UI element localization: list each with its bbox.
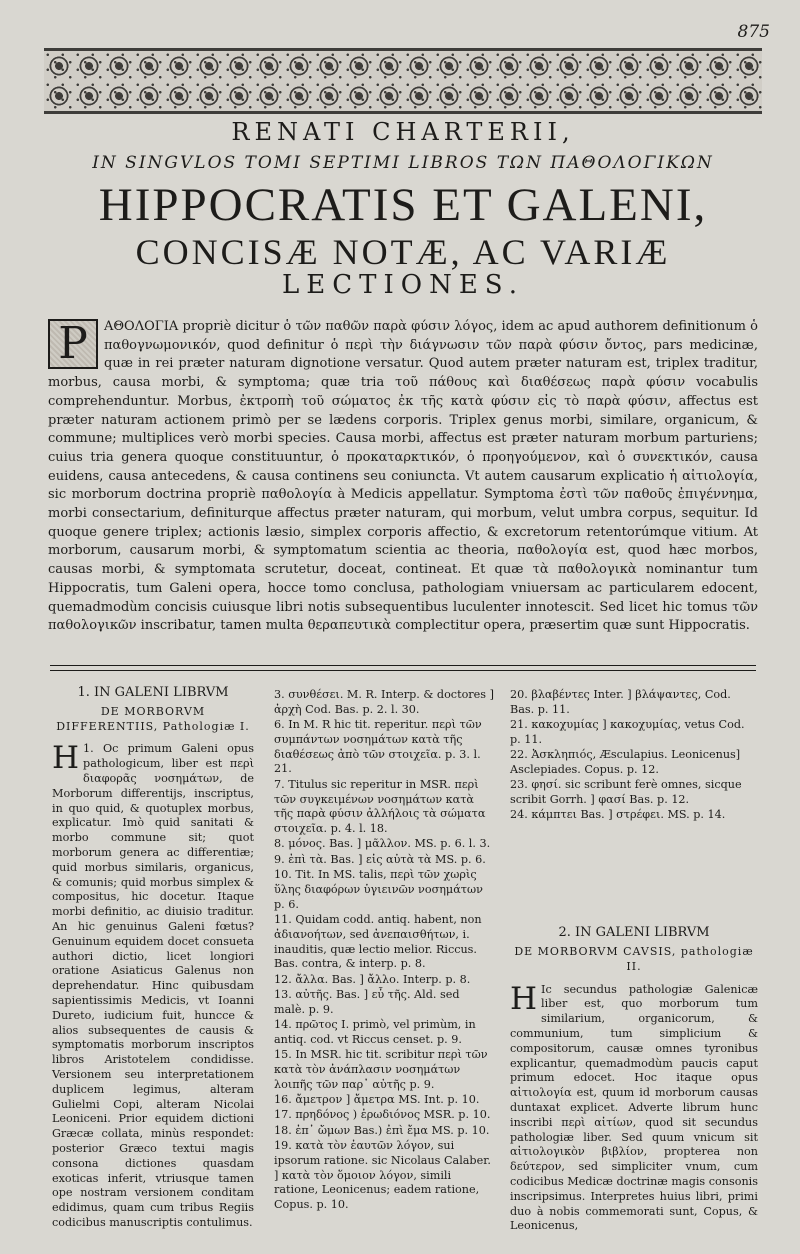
right-body-text: Ic secundus pathologiæ Galenicæ liber est, quo morborum tum similarium, organicorum, & communium, tum simplicium & compositorum, causæ omnes tyronibus explicantur, quemadmodùm paucis caput primum edocet. Hoc itaque opus αἰτιολογία est, quum id morborum causas duntaxat explicet. Adverte librum hunc inscribi περὶ αἰτίων, quod sit secundus pathologiæ liber. Sed quum vnicum sit αἰτιολογικὸν βιβλίον, propterea non δεύτερον, sed simpliciter vnum, cum codicibus Medicæ doctrinæ magis consonis inscripsimus. Interpretes huius libri, primi duo à nobis commemorati sunt, Copus, & Leonicenus, xyxy=(510,982,758,1233)
right-big-letter: H xyxy=(510,980,538,1017)
drop-cap: P xyxy=(48,319,98,369)
author-title: RENATI CHARTERII, xyxy=(231,118,575,146)
note-item: 22. Ἀσκληπιός, Æsculapius. Leonicenus] Asclepiades. Copus. p. 12. xyxy=(510,748,741,776)
note-item: 21. κακοχυμίας ] κακοχυμίας, vetus Cod. p. 11. xyxy=(510,718,745,746)
main-title: HIPPOCRATIS ET GALENI, xyxy=(98,179,708,231)
note-item: 20. βλαβέντες Inter. ] βλάψαντες, Cod. Bas. p. 11. xyxy=(510,688,731,716)
title-line-notes: CONCISÆ NOTÆ, AC VARIÆ xyxy=(135,232,671,272)
introduction xyxy=(48,318,758,636)
note-item: 16. ἄμετρον ] ἄμετρα MS. Int. p. 10. xyxy=(274,1093,480,1107)
work-subtitle: IN SINGVLOS TOMI SEPTIMI LIBROS ΤΩΝ ΠΑΘΟΛΟΓΙΚΩΝ xyxy=(92,153,714,173)
note-item: 19. κατὰ τὸν ἐαυτῶν λόγον, sui ipsorum ratione. sic Nicolaus Calaber. ] κατὰ τὸν ὅμοιον λόγον, simili ratione, Leonicenus; eadem ratione, Copus. p. 10. xyxy=(274,1138,491,1212)
middle-column xyxy=(274,688,494,1213)
left-body xyxy=(52,742,254,1230)
headpiece-ornament xyxy=(44,48,762,114)
right-column xyxy=(510,688,758,1234)
left-big-letter: H xyxy=(52,740,80,777)
left-heading: 1. IN GALENI LIBRVM xyxy=(77,685,229,700)
right-body xyxy=(510,980,758,1235)
title-line-lectiones: LECTIONES. xyxy=(282,270,524,300)
left-column xyxy=(52,686,254,1231)
right-heading: 2. IN GALENI LIBRVM xyxy=(558,925,710,941)
note-item: 13. αὐτῆς. Bas. ] εὖ τῆς. Ald. sed malè. p. 9. xyxy=(274,987,460,1016)
right-subheading: DE MORBORVM CAVSIS, pathologiæ II. xyxy=(514,944,754,973)
note-item: 23. φησί. sic scribunt ferè omnes, sicque scribit Gorrh. ] φασί Bas. p. 12. xyxy=(510,778,742,807)
introduction-text: ΑΘΟΛΟΓΙΑ propriè dicitur ὁ τῶν παθῶν παρὰ φύσιν λόγος, idem ac apud authorem definitionum ὁ παθογνωμονικόν, quod definitur ὁ περὶ τὴν διάγνωσιν τῶν παρὰ φύσιν ὄντος, pars medicinæ, quæ in rei præter naturam dignotione versatur. Quod autem præter naturam est, triplex traditur, morbus, causa morbi, & symptoma; quæ tria τοῦ πάθους καὶ διαθέσεως παρὰ φύσιν vocabulis comprehenduntur. Morbus, ἐκτροπὴ τοῦ σώματος ἐκ τῆς κατὰ φύσιν εἰς τὸ παρὰ φύσιν, affectus est præter naturam actionem primò per se lædens corporis. Triplex genus morbi, similare, organicum, & commune; multiplices verò morbi species. Causa morbi, affectus est præter naturam morbum parturiens; cuius tria genera quoque constituuntur, ὁ προκαταρκτικόν, ὁ προηγούμενον, καὶ ὁ συνεκτικόν, causa euidens, causa antecedens, & causa continens seu coniuncta. Vt autem causarum explicatio ἡ αἰτιολογία, sic morborum doctrina propriè παθολογία à Medicis appellatur. Symptoma ἐστὶ τῶν παθοῦς ἐπιγέννημα, morbi consectarium, definiturque affectus præter naturam, qui morbum, velut umbra corpus, sequitur. Id quoque genere triplex; actionis læsio, simplex corporis affectio, & excretorum retentorúmque vitium. At morborum, causarum morbi, & symptomatum scientia ac theoria, παθολογία est, quod hæc morbos, causas morbi, & symptomata scrutetur, doceat, contineat. Et quæ τὰ παθολογικὰ nominantur tum Hippocratis, tum Galeni opera, hocce tomo conclusa, pathologiam vniuersam ac particularem edocent, quemadmodùm concisis cuiusque libri notis subsequentibus luculenter innotescit. Sed licet hic tomus τῶν παθολογικῶν inscribatur, tamen multa θεραπευτικὰ complectitur opera, præsertim quæ sunt Hippocratis. xyxy=(48,319,758,634)
note-item: 8. μόνος. Bas. ] μᾶλλον. MS. p. 6. l. 3. xyxy=(274,837,491,851)
section-rule-bottom xyxy=(50,670,756,671)
section-rule-top xyxy=(50,665,756,666)
note-item: 15. In MSR. hic tit. scribitur περὶ τῶν κατὰ τὸν ἀνάπλασιν νοσημάτων λοιπῆς τῶν παρ᾽ αὐτῆς p. 9. xyxy=(274,1048,488,1091)
left-item-number: 1. xyxy=(83,742,94,756)
note-item: 9. ἐπὶ τὰ. Bas. ] εἰς αὐτὰ τὰ MS. p. 6. xyxy=(274,852,486,866)
note-item: 14. πρῶτος I. primò, vel primùm, in antiq. cod. vt Riccus censet. p. 9. xyxy=(274,1018,476,1046)
page-number: 875 xyxy=(737,22,770,42)
note-item: 10. Tit. In MS. talis, περὶ τῶν χωρὶς ὕλης διαφόρων ὑγιεινῶν νοσημάτων p. 6. xyxy=(274,868,483,911)
note-item: 17. πρηδόνος ) ἐρωδιόνος MSR. p. 10. xyxy=(274,1108,491,1122)
note-item: 6. In M. R hic tit. reperitur. περὶ τῶν συμπάντων νοσημάτων κατὰ τῆς διαθέσεως ἀπὸ τῶν στοιχεῖα. p. 3. l. 21. xyxy=(274,718,482,776)
note-item: 11. Quidam codd. antiq. habent, non ἀδιανοήτων, sed ἀνεπαισθήτων, i. inauditis, quæ lectio melior. Riccus. Bas. contra, & interp. p. 8. xyxy=(274,912,482,971)
note-item: 12. ἄλλα. Bas. ] ἄλλο. Interp. p. 8. xyxy=(274,972,471,986)
note-item: 18. ἐπ᾽ ὤμων Bas.) ἐπὶ ἔμα MS. p. 10. xyxy=(274,1123,490,1137)
left-subheading: DE MORBORVM DIFFERENTIIS, Pathologiæ I. xyxy=(56,704,250,733)
note-item: 24. κάμπτει Bas. ] στρέφει. MS. p. 14. xyxy=(510,808,726,822)
note-item: 7. Titulus sic reperitur in MSR. περὶ τῶν συγκειμένων νοσημάτων κατὰ τῆς παρὰ φύσιν ἀλλήλοις τὰ σώματα στοιχεῖα. p. 4. l. 18. xyxy=(274,777,486,836)
note-item: 3. συνθέσει. M. R. Interp. & doctores ] ἀρχὴ Cod. Bas. p. 2. l. 30. xyxy=(274,688,494,716)
left-body-text: Oc primum Galeni opus pathologicum, liber est περὶ διαφορᾶς νοσημάτων, de Morborum differentijs, inscriptus, in quo quid, & quotuplex morbus, explicatur. Imò quid sanitati & morbo commune sit; quot morborum genera ac differentiæ; quid morbus similaris, organicus, & comunis; quid morbus simplex & compositus, hic docetur. Itaque morbi definitio, ac diuisio traditur. An hic genuinus Galeni fœtus? Genuinum equidem docet consueta authori dictio, licet longiori oratione Asiaticus Galenus non deprehendatur. Hinc quibusdam sapientissimis Medicis, vt Ioanni Dureto, iudicium fuit, huncce & alios subsequentes de causis & symptomatis morborum inscriptos libros Aristotelem condidisse. Versionem seu interpretationem duplicem legimus, alteram Gulielmi Copi, alteram Nicolai Leoniceni. Prior equidem dictioni Græcæ collata, minùs respondet: posterior Græco textui magis consona dictiones quasdam exoticas inferit, vtriusque tamen ope nostram versionem conditam edidimus, quam cum tribus Regiis codicibus manuscriptis contulimus. xyxy=(52,742,254,1229)
